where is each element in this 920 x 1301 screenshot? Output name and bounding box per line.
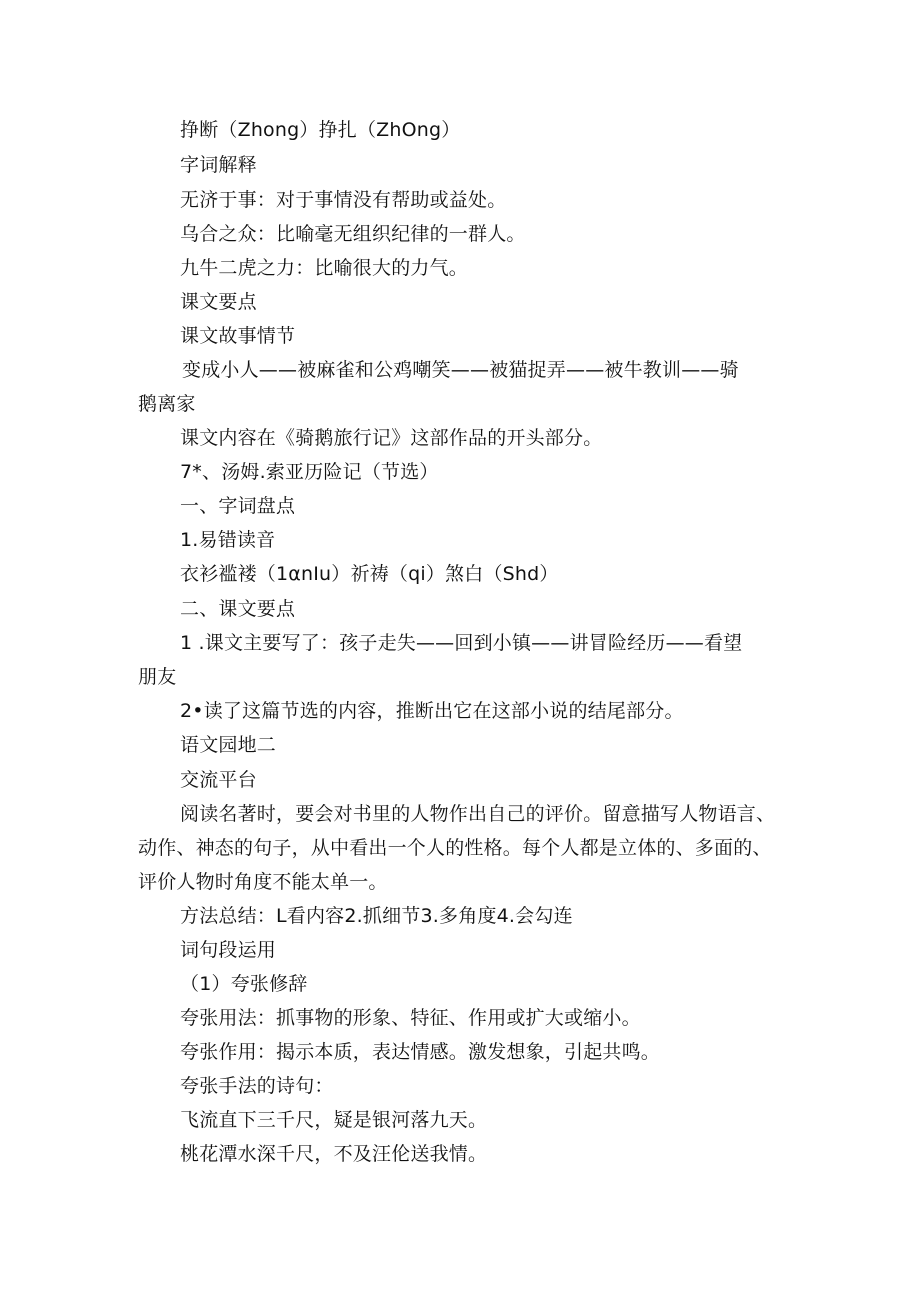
heading-vocabulary-review: 一、字词盘点: [180, 495, 296, 517]
summary-line1: 1 .课文主要写了：孩子走失——回到小镇——讲冒险经历——看望: [180, 632, 743, 654]
heading-word-explanation: 字词解释: [180, 154, 257, 176]
heading-sentence-usage: 词句段运用: [180, 939, 277, 961]
poem-line-2: 桃花潭水深千尺，不及汪伦送我情。: [180, 1143, 488, 1165]
heading-story-plot: 课文故事情节: [180, 325, 296, 347]
content-position-note: 课文内容在《骑鹅旅行记》这部作品的开头部分。: [180, 427, 603, 449]
heading-exchange-platform: 交流平台: [180, 769, 257, 791]
method-summary: 方法总结：L看内容2.抓细节3.多角度4.会勾连: [180, 905, 573, 927]
heading-key-points: 课文要点: [180, 291, 257, 313]
paragraph-reading-line2: 动作、神态的句子，从中看出一个人的性格。每个人都是立体的、多面的、: [138, 837, 772, 859]
heading-exaggeration-poems: 夸张手法的诗句：: [180, 1075, 334, 1097]
ending-inference: 2•读了这篇节选的内容，推断出它在这部小说的结尾部分。: [180, 700, 684, 722]
heading-error-prone-pronunciation: 1.易错读音: [180, 529, 276, 551]
heading-lesson-points: 二、课文要点: [180, 598, 296, 620]
plot-sequence-line2: 鹅离家: [138, 393, 196, 415]
paragraph-reading-line3: 评价人物时角度不能太单一。: [138, 871, 388, 893]
definition-wuhezhizhong: 乌合之众：比喻毫无组织纪律的一群人。: [180, 223, 526, 245]
definition-jiuniuerhu: 九牛二虎之力：比喻很大的力气。: [180, 257, 469, 279]
summary-line2: 朋友: [138, 666, 177, 688]
paragraph-reading-line1: 阅读名著时，要会对书里的人物作出自己的评价。留意描写人物语言、: [180, 803, 776, 825]
heading-language-garden: 语文园地二: [180, 734, 277, 756]
lesson-title-tom-sawyer: 7*、汤姆.索亚历险记（节选）: [180, 461, 439, 483]
exaggeration-usage: 夸张用法：抓事物的形象、特征、作用或扩大或缩小。: [180, 1007, 641, 1029]
poem-line-1: 飞流直下三千尺，疑是银河落九天。: [180, 1109, 488, 1131]
heading-exaggeration: （1）夸张修辞: [180, 973, 308, 995]
pinyin-line-zhengduan: 挣断（Zhong）挣扎（ZhOng）: [180, 119, 461, 141]
pinyin-line-yishan: 衣衫褴褛（1αnIu）祈祷（qi）煞白（Shd）: [180, 563, 559, 585]
definition-wujiyushi: 无济于事：对于事情没有帮助或益处。: [180, 189, 507, 211]
exaggeration-effect: 夸张作用：揭示本质，表达情感。激发想象，引起共鸣。: [180, 1041, 661, 1063]
plot-sequence-line1: 变成小人——被麻雀和公鸡嘲笑——被猫捉弄——被牛教训——骑: [182, 359, 739, 381]
